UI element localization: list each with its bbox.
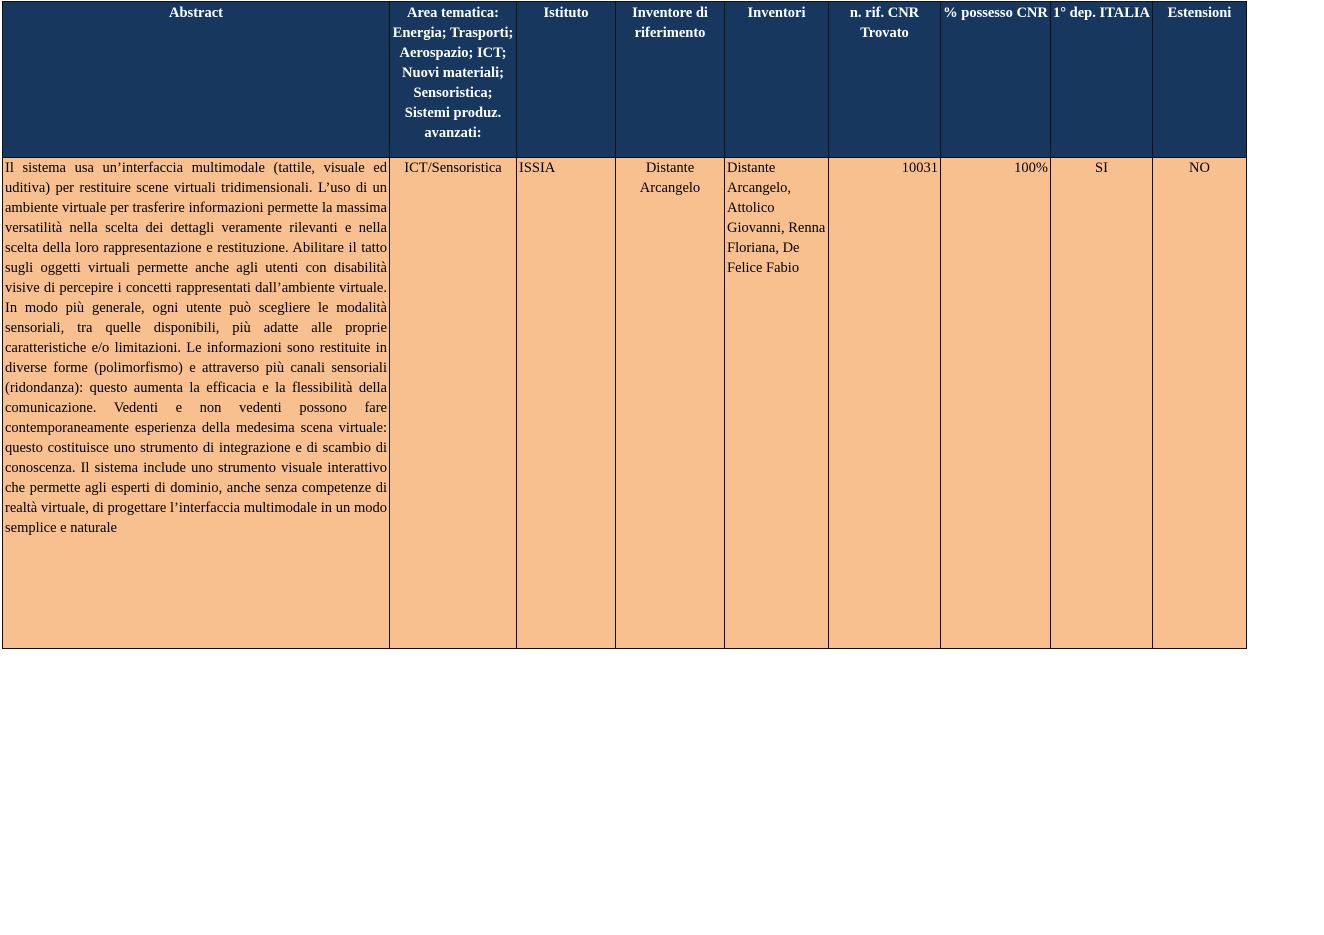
header-inventori: Inventori <box>725 2 829 158</box>
patent-table <box>2 1 1247 649</box>
cell-abstract: Il sistema usa un’interfaccia multimodale (tattile, visuale ed uditiva) per restituire scene virtuali tridimensionali. L’uso di un ambiente virtuale per trasferire informazioni permette la massima versatilità nella scelta dei dettagli veramente rilevanti e nella scelta della loro rappresentazione e restituzione. Abilitare il tatto sugli oggetti virtuali permette anche agli utenti con disabilità visive di percepire i concetti rappresentati dall’ambiente virtuale. In modo più generale, ogni utente può scegliere le modalità sensoriali, tra quelle disponibili, più adatte alle proprie caratteristiche e/o limitazioni. Le informazioni sono restituite in diverse forme (polimorfismo) e attraverso più canali sensoriali (ridondanza): questo aumenta la efficacia e la flessibilità della comunicazione. Vedenti e non vedenti possono fare contemporaneamente esperienza della medesima scena virtuale: questo costituisce uno strumento di integrazione e di scambio di conoscenza. Il sistema include uno strumento visuale interattivo che permette agli esperti di dominio, anche senza competenze di realtà virtuale, di progettare l’interfaccia multimodale in un modo semplice e naturale <box>3 158 390 649</box>
header-area-tematica: Area tematica: Energia; Trasporti; Aerospazio; ICT; Nuovi materiali; Sensoristica; Sistemi produz. avanzati: <box>390 2 517 158</box>
cell-possesso: 100% <box>941 158 1051 649</box>
cell-inventore-riferimento: Distante Arcangelo <box>616 158 725 649</box>
cell-estensioni: NO <box>1153 158 1247 649</box>
header-abstract: Abstract <box>3 2 390 158</box>
table-header <box>3 2 1247 158</box>
header-n-rif: n. rif. CNR Trovato <box>829 2 941 158</box>
header-istituto: Istituto <box>517 2 616 158</box>
cell-n-rif: 10031 <box>829 158 941 649</box>
cell-inventori: Distante Arcangelo, Attolico Giovanni, Renna Floriana, De Felice Fabio <box>725 158 829 649</box>
header-row <box>3 2 1247 158</box>
header-inventore-riferimento: Inventore di riferimento <box>616 2 725 158</box>
cell-deposito-italia: SI <box>1051 158 1153 649</box>
header-deposito-italia: 1° dep. ITALIA <box>1051 2 1153 158</box>
cell-area-tematica: ICT/Sensoristica <box>390 158 517 649</box>
header-estensioni: Estensioni <box>1153 2 1247 158</box>
table-row <box>3 158 1247 649</box>
table-body <box>3 158 1247 649</box>
header-possesso: % possesso CNR <box>941 2 1051 158</box>
cell-istituto: ISSIA <box>517 158 616 649</box>
